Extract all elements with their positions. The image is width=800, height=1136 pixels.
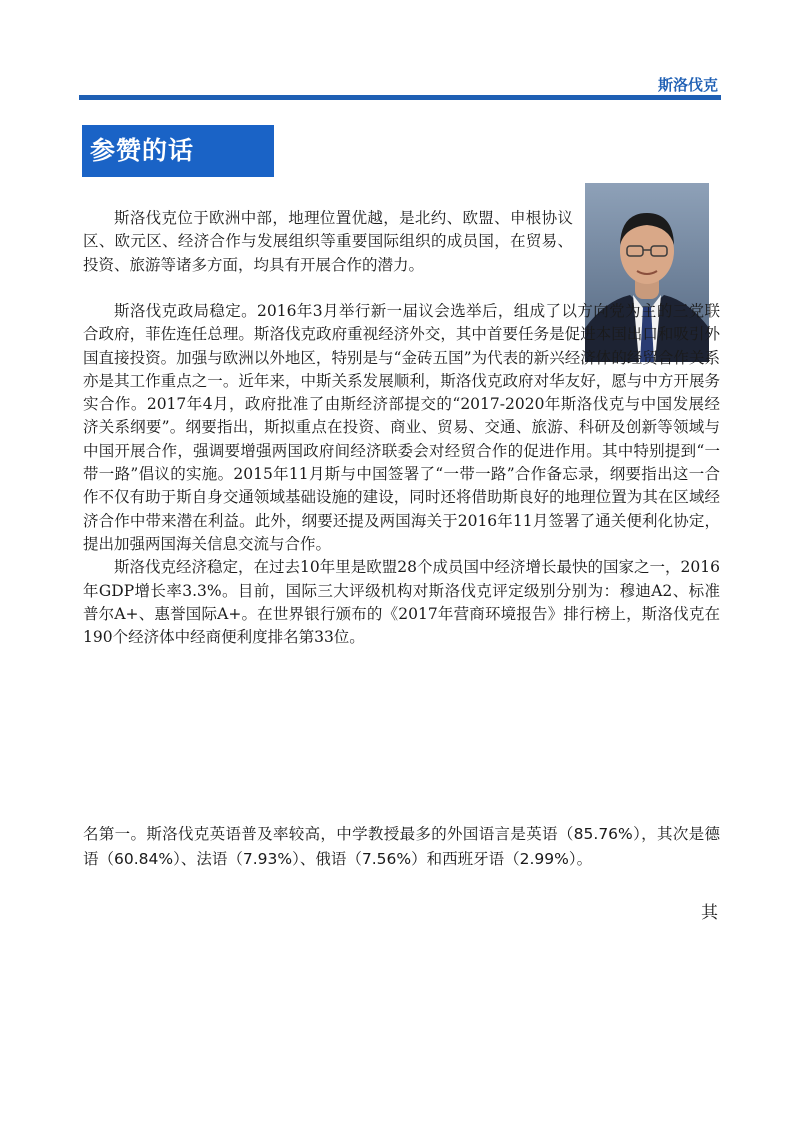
paragraph-economy: 斯洛伐克经济稳定，在过去10年里是欧盟28个成员国中经济增长最快的国家之一，2016年GDP增长率3.3%。目前，国际三大评级机构对斯洛伐克评定级别分别为：穆迪A2、标准普尔A+、惠誉国际A+。在世界银行颁布的《2017年营商环境报告》排行榜上，斯洛伐克在190个经济体中经商便利度排名第33位。 [83, 558, 720, 647]
running-header-country: 斯洛伐克 [657, 76, 718, 94]
paragraph-block-1 [83, 207, 573, 277]
paragraph-languages-text: 名第一。斯洛伐克英语普及率较高，中学教授最多的外国语言是英语（85.76%），其次是德语（60.84%）、法语（7.93%）、俄语（7.56%）和西班牙语（2.99%）。 [83, 825, 720, 868]
paragraph-languages [83, 822, 720, 871]
paragraph-block-2 [83, 300, 720, 649]
header-rule [79, 95, 721, 100]
paragraph-intro: 斯洛伐克位于欧洲中部，地理位置优越，是北约、欧盟、申根协议区、欧元区、经济合作与发展组织等重要国际组织的成员国，在贸易、投资、旅游等诸多方面，均具有开展合作的潜力。 [83, 209, 573, 274]
section-title-banner: 参赞的话 [82, 125, 274, 177]
paragraph-politics: 斯洛伐克政局稳定。2016年3月举行新一届议会选举后，组成了以方向党为主的三党联合政府，菲佐连任总理。斯洛伐克政府重视经济外交，其中首要任务是促进本国出口和吸引外国直接投资。加强与欧洲以外地区，特别是与“金砖五国”为代表的新兴经济体的经贸合作关系亦是其工作重点之一。近年来，中斯关系发展顺利，斯洛伐克政府对华友好，愿与中方开展务实合作。2017年4月，政府批准了由斯经济部提交的“2017-2020年斯洛伐克与中国发展经济关系纲要”。纲要指出，斯拟重点在投资、商业、贸易、交通、旅游、科研及创新等领域与中国开展合作，强调要增强两国政府间经济联委会对经贸合作的促进作用。其中特别提到“一带一路”倡议的实施。2015年11月斯与中国签署了“一带一路”合作备忘录，纲要指出这一合作不仅有助于斯自身交通领域基础设施的建设，同时还将借助斯良好的地理位置为其在区域经济合作中带来潜在利益。此外，纲要还提及两国海关于2016年11月签署了通关便利化协定，提出加强两国海关信息交流与合作。 [83, 302, 720, 553]
trailing-character: 其 [701, 903, 718, 923]
